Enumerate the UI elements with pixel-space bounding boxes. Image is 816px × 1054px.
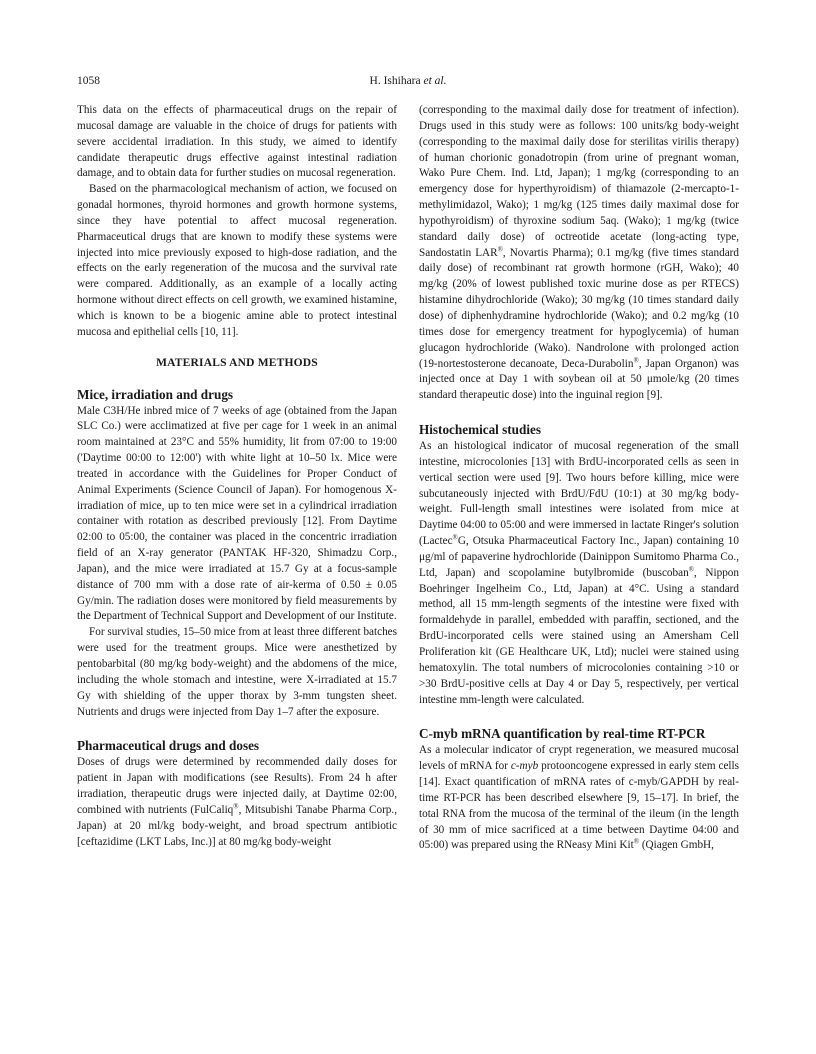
registered-mark: ® — [688, 565, 694, 574]
histo-text-b: G, Otsuka Pharmaceutical Factory Inc., Japan) containing 10 μg/ml of papaverine hydrochloride (Dainippon Sumitomo Pharma Co., Ltd, Japan) and scopolamine butylbromide (buscoban — [419, 535, 739, 579]
intro-paragraph-2: Based on the pharmacological mechanism of action, we focused on gonadal hormones, thyroid hormones and growth hormone systems, since they have potential to affect mucosal regeneration. Pharmaceutical drugs that are known to modify these systems were injected into mice previously exposed to high-dose radiation, and the effects on the early regeneration of the mucosa and the survival rate were compared. Additionally, as an example of a locally acting hormone without direct effects on cell growth, we examined histamine, which is known to be a biogenic amine able to protect intestinal mucosa and epithelial cells [10, 11]. — [77, 183, 397, 338]
histo-text-c: , Nippon Boehringer Ingelheim Co., Ltd, Japan) at 4°C. Using a standard method, all 15 mm-length segments of the intestine were fixed with formaldehyde in parallel, embedded with paraffin, sectioned, and the BrdU-incorporated cells were stained using an Amersham Cell Proliferation kit (GE Healthcare UK, Ltd); nuclei were stained using hematoxylin. The total numbers of microcolonies containing >10 or >30 BrdU-positive cells at Day 4 or Day 5, respectively, per vertical intestine mm-length were calculated. — [419, 566, 739, 706]
cmyb-heading: C-myb mRNA quantification by real-time RT-PCR — [419, 726, 706, 742]
intro-paragraph-1: This data on the effects of pharmaceutical drugs on the repair of mucosal damage are valuable in the choice of drugs for patients with severe accidental irradiation. In this study, we aimed to identify candidate therapeutic drugs effective against intestinal radiation damage, and to obtain data for further studies on mucosal regeneration. — [77, 104, 397, 180]
drugs-paragraph — [419, 103, 739, 404]
drugs-text-a: (corresponding to the maximal daily dose for treatment of infection). Drugs used in this study were as follows: 100 units/kg body-weight (corresponding to the maximal daily dose for sterilitas virilis therapy) of human chorionic gonadotropin (from urine of pregnant woman, Wako Pure Chem. Ind. Ltd, Japan); 1 mg/kg (corresponding to an emergency dose for hyperthyroidism) of thiamazole (2-mercapto-1-methylimidazol, Wako); 1 mg/kg (125 times daily maximal dose for hypothyroidism) of thyroxine sodium 5aq. (Wako); 1 mg/kg (twice standard daily dose) of octreotide acetate (long-acting type, Sandostatin LAR — [419, 104, 739, 259]
registered-mark: ® — [452, 533, 458, 542]
running-head — [77, 75, 739, 87]
registered-mark: ® — [497, 244, 503, 253]
left-column — [77, 103, 397, 850]
pharma-text-a: Doses of drugs were determined by recommended daily doses for patient in Japan with modifications (see Results). From 24 h after irradiation, therapeutic drugs were injected daily, at Daytime 02:00, combined with nutrients (FulCaliq — [77, 756, 397, 816]
cmyb-paragraph — [419, 743, 739, 854]
pharma-paragraph — [77, 755, 397, 850]
registered-mark: ® — [633, 355, 639, 364]
section-title: MATERIALS AND METHODS — [156, 356, 318, 369]
registered-mark: ® — [233, 802, 239, 811]
running-head-authors: H. Ishihara — [369, 75, 421, 87]
right-column — [419, 103, 739, 854]
running-head-etal: et al. — [423, 75, 447, 87]
pharma-text-b: , Mitsubishi Tanabe Pharma Corp., Japan) at 20 ml/kg body-weight, and broad spectrum antibiotic [ceftazidime (LKT Labs, Inc.)] at 80 mg/kg body-weight — [77, 803, 397, 848]
mice-heading: Mice, irradiation and drugs — [77, 386, 234, 402]
histo-paragraph — [419, 439, 739, 708]
drugs-text-b: , Novartis Pharma); 0.1 mg/kg (five times standard daily dose) of recombinant rat growth hormone (rGH, Wako); 40 mg/kg (20% of lowest published toxic murine dose as per RTECS) histamine dihydrochloride (Wako); 30 mg/kg (10 times standard daily dose) of diphenhydramine hydrochloride (Wako); and 0.2 mg/kg (10 times dose for emergency treatment for hypoglycemia) of human glucagon hydrochloride (Wako). Nandrolone with prolonged action (19-nortestosterone decanoate, Deca-Durabolin — [419, 246, 739, 370]
cmyb-text-a: As a molecular indicator of crypt regeneration, we measured mucosal levels of mRNA for — [419, 744, 739, 773]
pharma-heading: Pharmaceutical drugs and doses — [77, 738, 260, 754]
mice-paragraph-1: Male C3H/He inbred mice of 7 weeks of age (obtained from the Japan SLC Co.) were acclimatized at five per cage for 1 week in an animal room maintained at 23°C and 55% humidity, lit from 07:00 to 19:00 ('Daytime 00:00 to 12:00') with white light at 10–50 lx. Mice were treated in accordance with the Guidelines for Proper Conduct of Animal Experiments (Science Council of Japan). For homogenous X-irradiation of mice, up to ten mice were set in a cylindrical irradiation container with rotation as described previously [12]. From Daytime 02:00 to 05:00, the container was placed in the concentric irradiation field of an X-ray generator (PANTAK HF-320, Shimadzu Corp., Japan), and the mice were irradiated at 15.7 Gy at a focus-sample distance of 700 mm with a dose rate of air-kerma of 0.50 ± 0.05 Gy/min. The radiation doses were monitored by field measurements by the Department of Technical Support and Development of our Institute. — [77, 404, 397, 623]
histo-heading: Histochemical studies — [419, 422, 541, 438]
registered-mark: ® — [633, 837, 640, 846]
page-number: 1058 — [77, 75, 100, 87]
histo-text-a: As an histological indicator of mucosal regeneration of the small intestine, microcolonies [13] with BrdU-incorporated cells as seen in vertical section were used [9]. Two hours before killing, mice were subcutaneously injected with BrdU/FdU (10:1) at 30 mg/kg body-weight. Full-length small intestines were isolated from mice at Daytime 04:00 to 05:00 and were immersed in lactate Ringer's solution (Lactec — [419, 440, 739, 548]
cmyb-text-b: protooncogene expressed in early stem cells [14]. Exact quantification of mRNA rates of c-myb/GAPDH by real-time RT-PCR has been described elsewhere [9, 15–17]. In brief, the total RNA from the mucosa of the terminal of the ileum (in the length of 30 mm of mice sacrificed at a time between Daytime 04:00 and 05:00) was prepared using the RNeasy Mini Kit — [419, 760, 739, 852]
drugs-text-c: , Japan Organon) was injected once at Day 1 with soybean oil at 50 μmole/kg (20 times standard therapeutic dose) into the inguinal region [9]. — [419, 357, 739, 402]
cmyb-gene-name: c-myb — [510, 760, 539, 773]
page-header — [77, 75, 739, 91]
mice-paragraph-2: For survival studies, 15–50 mice from at least three different batches were used for the treatment groups. Mice were anesthetized by pentobarbital (80 mg/kg body-weight) and the abdomens of the mice, including the whole stomach and intestine, were X-irradiated at 15.7 Gy with shielding of the upper thorax by 3-mm tungsten sheet. Nutrients and drugs were injected from Day 1–7 after the exposure. — [77, 626, 397, 718]
cmyb-text-c: (Qiagen GmbH, — [639, 839, 714, 852]
